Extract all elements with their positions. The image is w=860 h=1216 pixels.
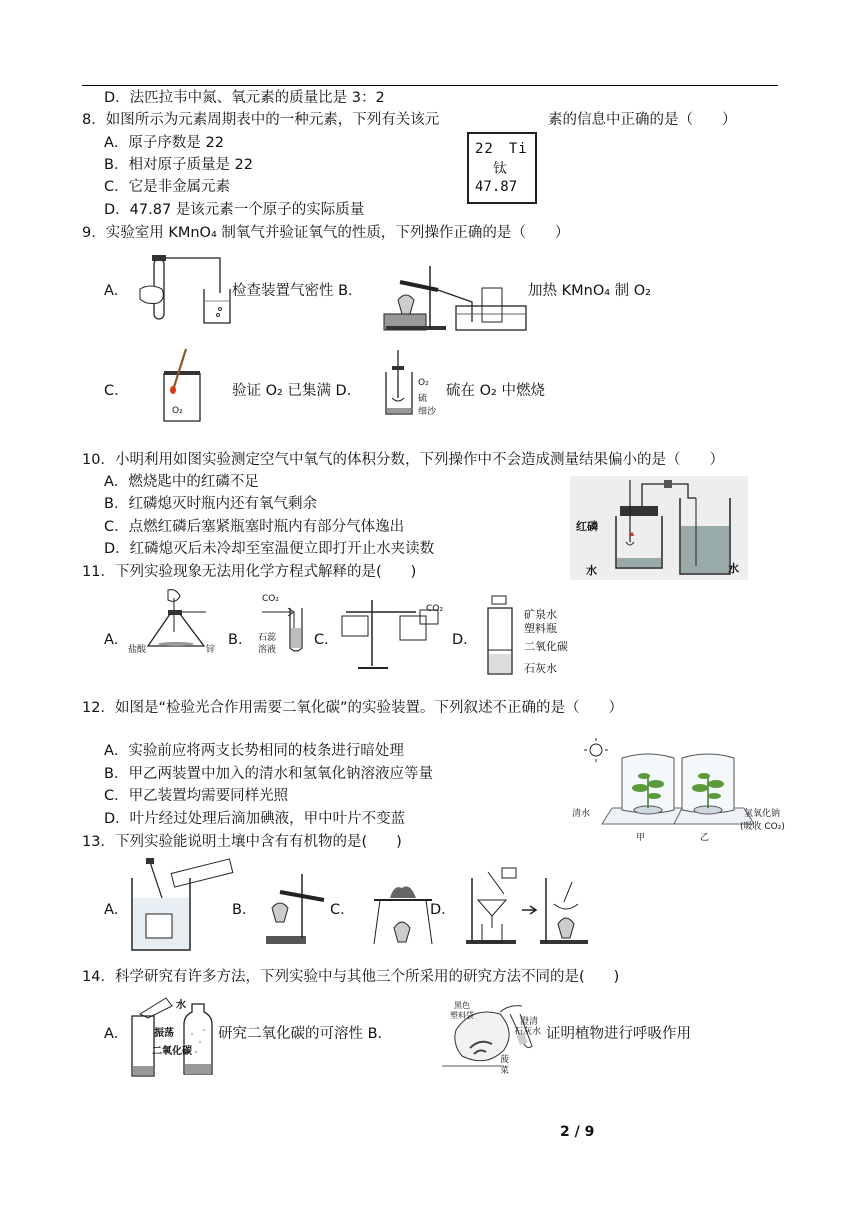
q11-d-label-water: 矿泉水 xyxy=(524,608,557,621)
q11-d-label-limewater: 石灰水 xyxy=(524,662,557,675)
element-name: 钛 xyxy=(493,161,507,177)
q14-text-a: 研究二氧化碳的可溶性 B． xyxy=(218,1026,393,1042)
q13-c-mesh-burn-figure xyxy=(370,880,436,946)
q14-b-label-limewater: 石灰水 xyxy=(514,1027,542,1037)
q14-b-label-spinach-1: 菠 xyxy=(500,1055,510,1065)
q14-b-label-bag: 塑料袋 xyxy=(450,1011,474,1020)
q11-letter-b: B． xyxy=(228,632,253,648)
q9-text-c: 验证 O₂ 已集满 D． xyxy=(232,383,362,399)
q9-letter-a: A． xyxy=(104,283,129,299)
q14-a-label-shake: 振荡 xyxy=(154,1028,174,1039)
q12-stem: 12．如图是“检验光合作用需要二氧化碳”的实验装置。下列叙述不正确的是（ ） xyxy=(82,700,623,716)
q9-sulfur-burning-figure xyxy=(380,348,416,418)
q9-oxygen-full-check-figure xyxy=(160,347,206,425)
q10-option-d: D．红磷熄灭后未冷却至室温便立即打开止水夹读数 xyxy=(104,541,435,557)
q8-option-a: A．原子序数是 22 xyxy=(104,135,224,151)
q11-b-label-solution: 溶液 xyxy=(258,645,277,655)
q14-b-label-spinach-2: 菜 xyxy=(500,1066,510,1076)
periodic-element-card xyxy=(467,132,537,204)
q10-option-a: A．燃烧匙中的红磷不足 xyxy=(104,474,259,490)
q11-letter-a: A． xyxy=(104,632,129,648)
q12-label-jia: 甲 xyxy=(636,833,646,843)
q9-d-label-sand: 细沙 xyxy=(418,407,437,417)
q11-a-label-zinc: 锌 xyxy=(206,645,216,655)
q13-letter-a: A． xyxy=(104,902,129,918)
page-number: 2 / 9 xyxy=(560,1124,595,1140)
q9-d-label-o2: O₂ xyxy=(418,378,429,388)
q12-option-c: C．甲乙装置均需要同样光照 xyxy=(104,788,289,804)
q9-stem: 9．实验室用 KMnO₄ 制氧气并验证氧气的性质，下列操作正确的是（ ） xyxy=(82,225,570,241)
q11-a-label-acid: 盐酸 xyxy=(128,645,147,655)
q14-a-label-water: 水 xyxy=(176,1000,186,1011)
q9-text-d: 硫在 O₂ 中燃烧 xyxy=(446,383,545,399)
q10-stem: 10．小明利用如图实验测定空气中氧气的体积分数，下列操作中不会造成测量结果偏小的是（ ） xyxy=(82,452,724,468)
q11-letter-d: D． xyxy=(452,632,478,648)
q13-b-heating-tube-figure xyxy=(262,870,328,946)
q9-text-a: 检查装置气密性 B． xyxy=(232,283,363,299)
q12-option-b: B．甲乙两装置中加入的清水和氢氧化钠溶液应等量 xyxy=(104,766,433,782)
q14-letter-a: A． xyxy=(104,1026,129,1042)
q10-option-c: C．点燃红磷后塞紧瓶塞时瓶内有部分气体逸出 xyxy=(104,519,405,535)
q12-photosynthesis-figure xyxy=(584,738,754,834)
q12-label-water: 清水 xyxy=(572,809,591,819)
q8-option-d: D．47.87 是该元素一个原子的实际质量 xyxy=(104,202,365,218)
q11-d-label-co2: 二氧化碳 xyxy=(524,640,568,653)
q8-stem-part2: 素的信息中正确的是（ ） xyxy=(548,112,737,128)
q13-letter-b: B． xyxy=(232,902,257,918)
q10-label-water-right: 水 xyxy=(728,562,739,575)
q11-c-label-co2: CO₂ xyxy=(426,604,443,614)
q9-letter-c: C． xyxy=(104,383,129,399)
q14-a-label-co2: 二氧化碳 xyxy=(152,1046,192,1057)
q9-d-label-sulfur: 硫 xyxy=(418,394,428,404)
q13-stem: 13．下列实验能说明土壤中含有有机物的是( ) xyxy=(82,834,402,850)
q13-letter-c: C． xyxy=(330,902,355,918)
q14-stem: 14．科学研究有许多方法，下列实验中与其他三个所采用的研究方法不同的是( ) xyxy=(82,969,620,985)
q9-heating-kmno4-figure xyxy=(382,262,530,332)
prev-option-d: D．法匹拉韦中氮、氧元素的质量比是 3：2 xyxy=(104,90,385,106)
q12-option-d: D．叶片经过处理后滴加碘液，甲中叶片不变蓝 xyxy=(104,811,406,827)
q10-label-water-left: 水 xyxy=(586,564,597,577)
q11-stem: 11．下列实验现象无法用化学方程式解释的是( ) xyxy=(82,564,417,580)
q14-b-label-black: 黑色 xyxy=(454,1001,470,1010)
q12-label-yi: 乙 xyxy=(700,833,710,843)
q11-b-label-litmus: 石蕊 xyxy=(258,633,277,643)
q13-a-beaker-figure xyxy=(126,858,236,956)
header-rule xyxy=(82,85,778,86)
q9-c-o2-label: O₂ xyxy=(172,406,183,416)
element-number-symbol: 22 Ti xyxy=(475,141,528,157)
q10-option-b: B．红磷熄灭时瓶内还有氧气剩余 xyxy=(104,496,317,512)
q12-label-naoh-note: (吸收 CO₂) xyxy=(740,822,785,832)
q11-d-label-bottle: 塑料瓶 xyxy=(524,622,557,635)
q8-option-b: B．相对原子质量是 22 xyxy=(104,157,254,173)
element-mass: 47.87 xyxy=(475,179,518,195)
q9-text-b: 加热 KMnO₄ 制 O₂ xyxy=(528,283,651,299)
q8-option-c: C．它是非金属元素 xyxy=(104,179,231,195)
q9-airtight-check-figure xyxy=(128,253,232,327)
q12-option-a: A．实验前应将两支长势相同的枝条进行暗处理 xyxy=(104,743,404,759)
q13-d-filter-evaporate-figure xyxy=(464,864,594,946)
q11-d-bottle-figure xyxy=(478,594,522,678)
q11-b-label-co2: CO₂ xyxy=(262,594,279,604)
q8-stem-part1: 8．如图所示为元素周期表中的一种元素，下列有关该元 xyxy=(82,112,440,128)
q14-text-b: 证明植物进行呼吸作用 xyxy=(546,1026,691,1042)
q10-label-phosphorus: 红磷 xyxy=(576,520,598,533)
q13-letter-d: D． xyxy=(430,902,456,918)
q12-label-naoh: 氢氧化钠 xyxy=(744,809,781,819)
q14-b-label-clear: 澄清 xyxy=(520,1017,539,1027)
q11-letter-c: C． xyxy=(314,632,339,648)
